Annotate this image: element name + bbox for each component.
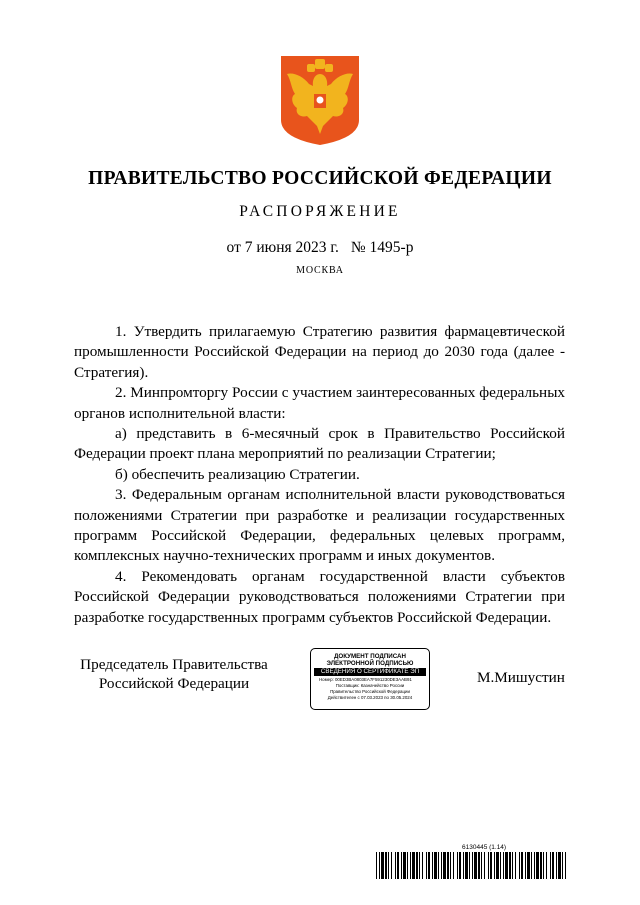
stamp-line: ДОКУМЕНТ ПОДПИСАН: [334, 653, 406, 660]
stamp-line: ЭЛЕКТРОННОЙ ПОДПИСЬЮ: [326, 660, 414, 667]
signatory-position: [74, 655, 274, 693]
city-name: МОСКВА: [296, 265, 344, 276]
signatory-name: М.Мишустин: [477, 669, 565, 686]
paragraph: 4. Рекомендовать органам государственной власти субъектов Российской Федерации руководствоваться положениями Стратегии при разработке государственных программ субъектов Российской Федерации.: [74, 567, 565, 626]
paragraph: 1. Утвердить прилагаемую Стратегию развития фармацевтической промышленности Российской Федерации на период до 2030 года (далее - Стратегия).: [74, 323, 565, 381]
electronic-signature-stamp: [310, 648, 430, 710]
stamp-certificate-band: СВЕДЕНИЯ О СЕРТИФИКАТЕ ЭП: [314, 668, 426, 676]
date-number-line: [0, 239, 640, 257]
position-line: Председатель Правительства: [80, 656, 268, 673]
barcode-number: 6130445 (1.14): [462, 844, 507, 851]
stamp-serial: Номер: 00ED3BA0803EA7F591230DE3AAB91: [319, 677, 412, 682]
position-line: Российской Федерации: [98, 675, 250, 692]
paragraph: б) обеспечить реализацию Стратегии.: [115, 465, 360, 483]
stamp-issuer: Поставщик: Казначейство России: [335, 683, 405, 688]
document-body: [74, 322, 565, 628]
stamp-validity: Действителен с 07.03.2023 по 30.05.2024: [327, 695, 413, 700]
document-type: РАСПОРЯЖЕНИЕ: [239, 203, 401, 220]
paragraph: 3. Федеральным органам исполнительной власти руководствоваться положениями Стратегии при разработке и реализации государственных программ Российской Федерации, федеральных целевых программ, комплексных научно-технических программ и иных документов.: [74, 486, 565, 565]
paragraph: а) представить в 6-месячный срок в Правительство Российской Федерации проект плана мероприятий по реализации Стратегии;: [74, 425, 565, 463]
document-date: от 7 июня 2023 г.: [226, 239, 339, 256]
issuing-authority-title: ПРАВИТЕЛЬСТВО РОССИЙСКОЙ ФЕДЕРАЦИИ: [88, 168, 552, 189]
coat-of-arms-emblem: [279, 54, 361, 146]
barcode: [376, 852, 566, 879]
paragraph: 2. Минпромторгу России с участием заинтересованных федеральных органов исполнительной власти:: [74, 384, 565, 422]
document-number: № 1495-р: [350, 239, 414, 256]
stamp-owner: Правительство Российской Федерации: [330, 689, 410, 694]
